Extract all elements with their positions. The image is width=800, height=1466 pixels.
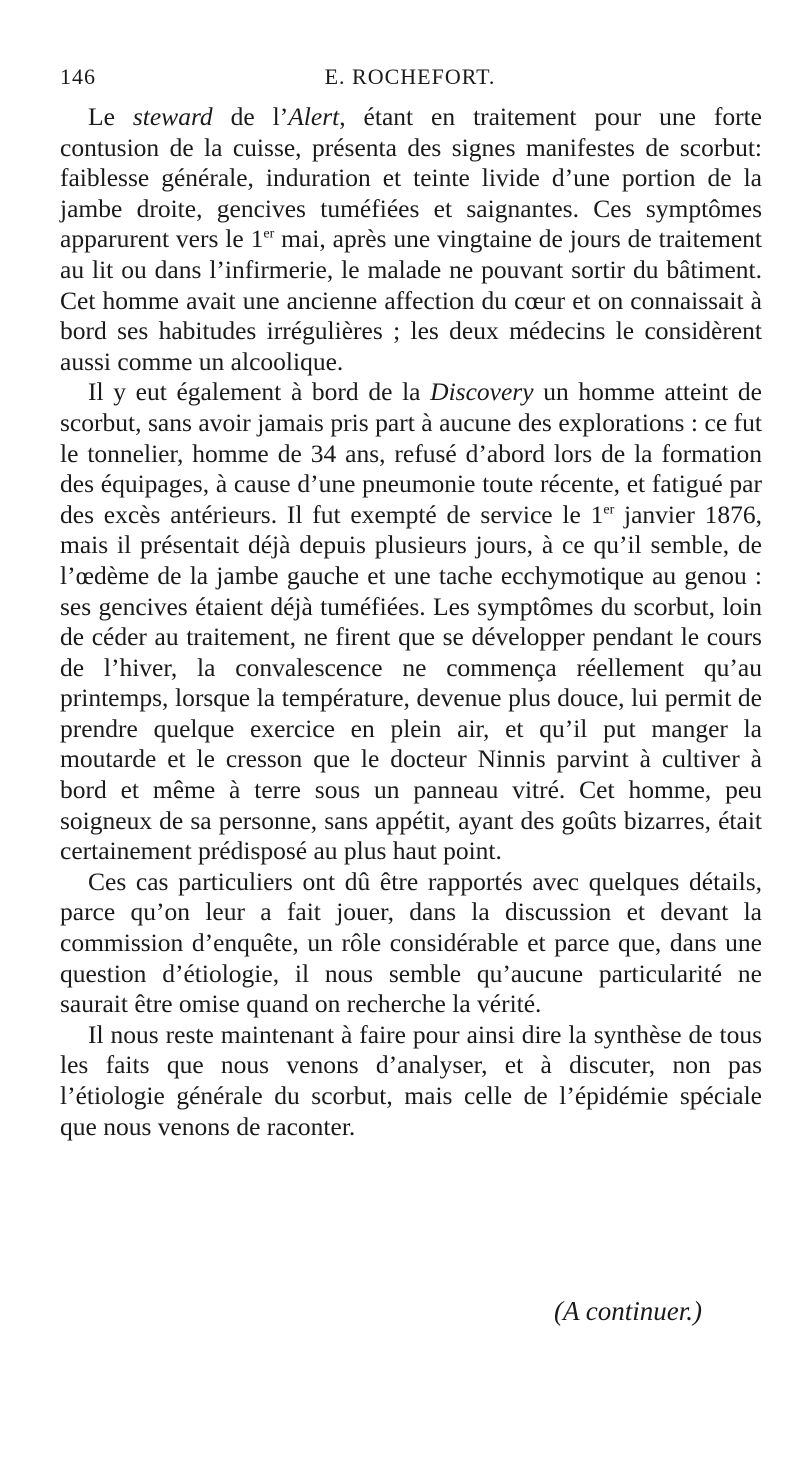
text-run: , étant en traitement pour une forte contusion de la cuisse, présenta des signes manifestes de scorbut: faiblesse générale, induration et teinte livide d’une portion de la jambe droite, gencives tuméfiées et saignantes. Ces symptômes apparurent vers le 1	[60, 102, 762, 254]
text-run: Il nous reste maintenant à faire pour ainsi dire la synthèse de tous les faits que nous venons d’analyser, et à discuter, non pas l’étiologie générale du scorbut, mais celle de l’épidémie spéciale que nous venons de raconter.	[60, 1019, 762, 1141]
paragraph	[60, 867, 762, 1020]
paragraph	[60, 102, 762, 377]
paragraph	[60, 377, 762, 867]
paragraph	[60, 1020, 762, 1142]
running-header	[60, 64, 760, 94]
superscript-run: er	[263, 226, 275, 242]
running-title: E. ROCHEFORT.	[324, 64, 496, 89]
text-run: mai, après une vingtaine de jours de traitement au lit ou dans l’infirmerie, le malade ne pouvant sortir du bâtiment. Cet homme avait une ancienne affection du cœur et on connaissait à bord ses habitudes irrégulières ; les deux médecins le considèrent aussi comme un alcoolique.	[60, 224, 762, 376]
text-run: un homme atteint de scorbut, sans avoir jamais pris part à aucune des explorations : ce fut le tonnelier, homme de 34 ans, refusé d’abord lors de la formation des équipages, à cause d’une pneumonie toute récente, et fatigué par des excès antérieurs. Il fut exempté de service le 1	[60, 377, 762, 529]
text-run: janvier 1876, mais il présentait déjà depuis plusieurs jours, à ce qu’il semble, de l’œdème de la jambe gauche et une tache ecchymotique au genou : ses gencives étaient déjà tuméfiées. Les symptômes du scorbut, loin de céder au traitement, ne firent que se développer pendant le cours de l’hiver, la convalescence ne commença réellement qu’au printemps, lorsque la température, devenue plus douce, lui permit de prendre quelque exercice en plein air, et qu’il put manger la moutarde et le cresson que le docteur Ninnis parvint à cultiver à bord et même à terre sous un panneau vitré. Cet homme, peu soigneux de sa personne, sans appétit, ayant des goûts bizarres, était certainement prédisposé au plus haut point.	[60, 499, 762, 866]
italic-run: steward	[132, 102, 213, 131]
italic-run: Discovery	[430, 377, 534, 407]
body-text	[60, 102, 762, 1142]
to-be-continued: (A continuer.)	[554, 1296, 702, 1326]
italic-run: Alert	[288, 102, 340, 131]
text-run: Ces cas particuliers ont dû être rapportés avec quelques détails, parce qu’on leur a fait jouer, dans la discussion et devant la commission d’enquête, un rôle considérable et parce que, dans une question d’étiologie, il nous semble qu’aucune particularité ne saurait être omise quand on recherche la vérité.	[60, 866, 762, 1019]
text-run: Le	[88, 102, 133, 131]
text-run: Il y eut également à bord de la	[88, 377, 431, 407]
superscript-run: er	[603, 502, 615, 518]
page-number: 146	[60, 64, 96, 89]
text-run: de l’	[212, 102, 289, 131]
